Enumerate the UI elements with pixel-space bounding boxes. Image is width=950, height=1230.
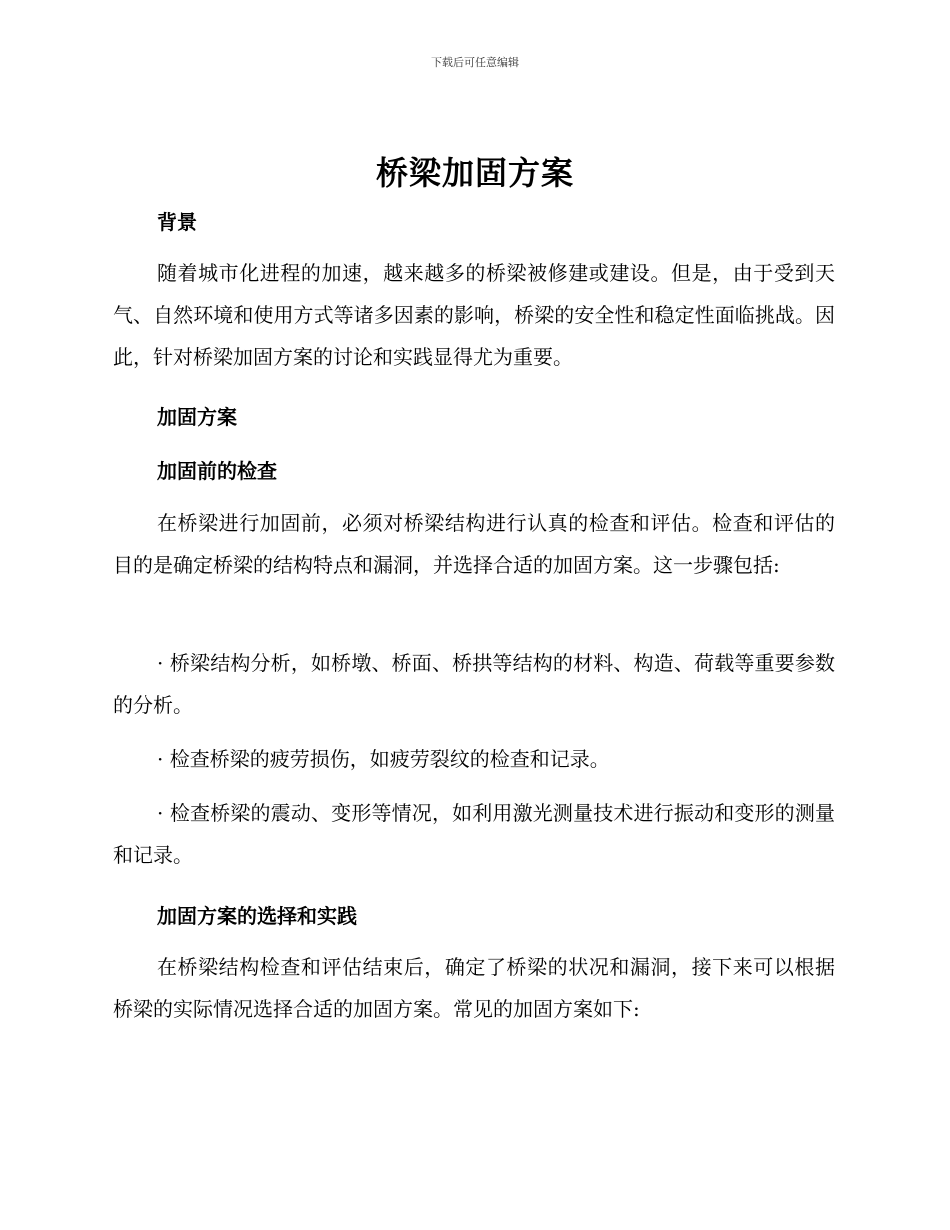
bullet-item-3: · 检查桥梁的震动、变形等情况，如利用激光测量技术进行振动和变形的测量和记录。: [113, 801, 835, 867]
section-heading-background: 背景: [157, 210, 197, 234]
paragraph-background: 随着城市化进程的加速，越来越多的桥梁被修建或建设。但是，由于受到天气、自然环境和使用方式等诸多因素的影响，桥梁的安全性和稳定性面临挑战。因此，针对桥梁加固方案的讨论和实践显得尤为重要。: [113, 261, 835, 369]
paragraph-inspection: 在桥梁进行加固前，必须对桥梁结构进行认真的检查和评估。检查和评估的目的是确定桥梁的结构特点和漏洞，并选择合适的加固方案。这一步骤包括:: [113, 511, 835, 577]
section-heading-plan: 加固方案: [157, 405, 237, 429]
section-heading-inspection: 加固前的检查: [157, 459, 277, 483]
bullet-item-2: · 检查桥梁的疲劳损伤，如疲劳裂纹的检查和记录。: [157, 747, 610, 771]
page-title: 桥梁加固方案: [375, 154, 574, 192]
paragraph-selection: 在桥梁结构检查和评估结束后，确定了桥梁的状况和漏洞，接下来可以根据桥梁的实际情况选择合适的加固方案。常见的加固方案如下:: [113, 955, 835, 1021]
bullet-item-1: · 桥梁结构分析，如桥墩、桥面、桥拱等结构的材料、构造、荷载等重要参数的分析。: [113, 651, 835, 717]
header-note: 下载后可任意编辑: [431, 56, 519, 69]
section-heading-selection: 加固方案的选择和实践: [157, 904, 357, 928]
